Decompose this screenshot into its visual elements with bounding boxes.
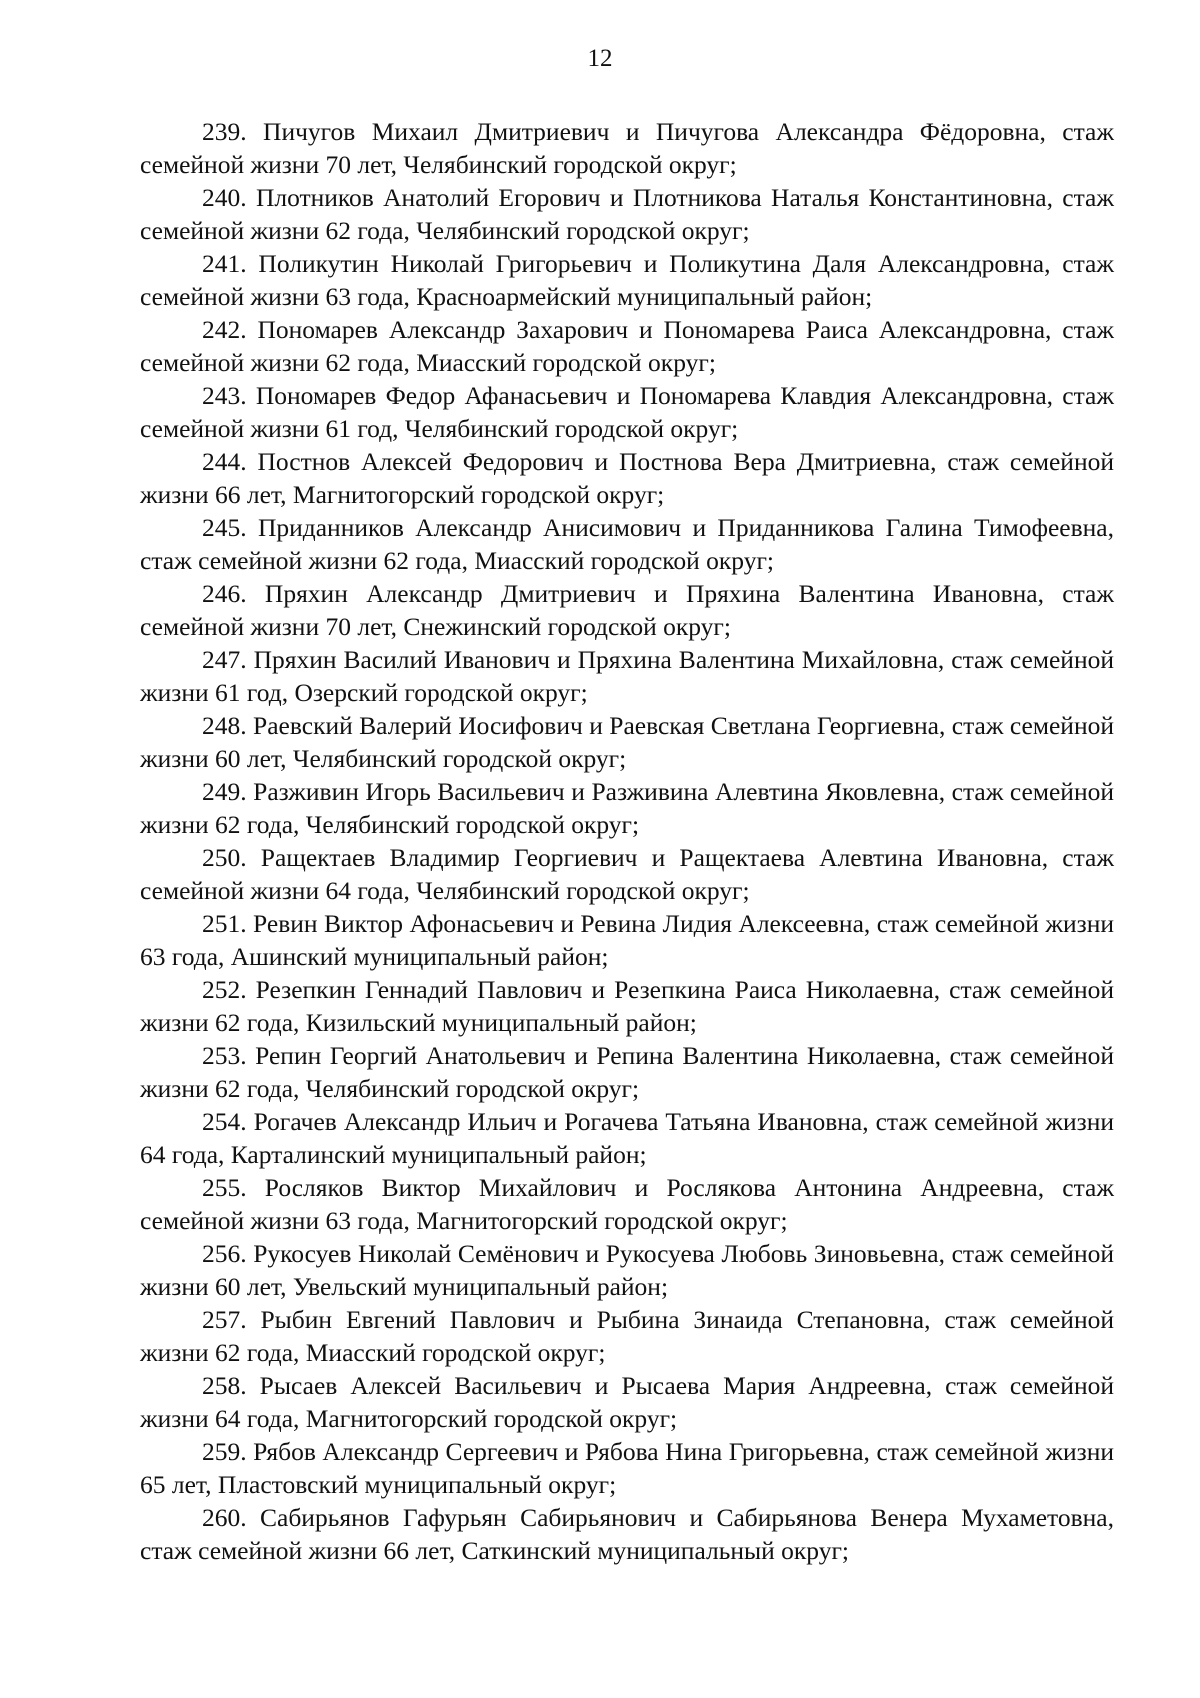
list-item: 253. Репин Георгий Анатольевич и Репина Валентина Николаевна, стаж семейной жизни 62 года, Челябинский городской округ; [140,1041,1114,1103]
list-item: 244. Постнов Алексей Федорович и Постнова Вера Дмитриевна, стаж семейной жизни 66 лет, Магнитогорский городской округ; [140,447,1114,509]
list-item: 257. Рыбин Евгений Павлович и Рыбина Зинаида Степановна, стаж семейной жизни 62 года, Миасский городской округ; [140,1305,1114,1367]
list-item: 240. Плотников Анатолий Егорович и Плотникова Наталья Константиновна, стаж семейной жизни 62 года, Челябинский городской округ; [140,183,1114,245]
list-item: 243. Пономарев Федор Афанасьевич и Пономарева Клавдия Александровна, стаж семейной жизни 61 год, Челябинский городской округ; [140,381,1114,443]
list-item: 247. Пряхин Василий Иванович и Пряхина Валентина Михайловна, стаж семейной жизни 61 год, Озерский городской округ; [140,645,1114,707]
list-item: 256. Рукосуев Николай Семёнович и Рукосуева Любовь Зиновьевна, стаж семейной жизни 60 лет, Увельский муниципальный район; [140,1239,1114,1301]
page-number: 12 [587,45,613,72]
list-item: 242. Пономарев Александр Захарович и Пономарева Раиса Александровна, стаж семейной жизни 62 года, Миасский городской округ; [140,315,1114,377]
entries-list [140,115,1114,1567]
list-item: 248. Раевский Валерий Иосифович и Раевская Светлана Георгиевна, стаж семейной жизни 60 лет, Челябинский городской округ; [140,711,1114,773]
list-item: 258. Рысаев Алексей Васильевич и Рысаева Мария Андреевна, стаж семейной жизни 64 года, Магнитогорский городской округ; [140,1371,1114,1433]
list-item: 255. Росляков Виктор Михайлович и Рослякова Антонина Андреевна, стаж семейной жизни 63 года, Магнитогорский городской округ; [140,1173,1114,1235]
list-item: 259. Рябов Александр Сергеевич и Рябова Нина Григорьевна, стаж семейной жизни 65 лет, Пластовский муниципальный округ; [140,1437,1114,1499]
list-item: 249. Разживин Игорь Васильевич и Разживина Алевтина Яковлевна, стаж семейной жизни 62 года, Челябинский городской округ; [140,777,1114,839]
list-item: 252. Резепкин Геннадий Павлович и Резепкина Раиса Николаевна, стаж семейной жизни 62 года, Кизильский муниципальный район; [140,975,1114,1037]
list-item: 241. Поликутин Николай Григорьевич и Поликутина Даля Александровна, стаж семейной жизни 63 года, Красноармейский муниципальный район; [140,249,1114,311]
list-item: 239. Пичугов Михаил Дмитриевич и Пичугова Александра Фёдоровна, стаж семейной жизни 70 лет, Челябинский городской округ; [140,117,1114,179]
list-item: 246. Пряхин Александр Дмитриевич и Пряхина Валентина Ивановна, стаж семейной жизни 70 лет, Снежинский городской округ; [140,579,1114,641]
list-item: 254. Рогачев Александр Ильич и Рогачева Татьяна Ивановна, стаж семейной жизни 64 года, Карталинский муниципальный район; [140,1107,1114,1169]
list-item: 260. Сабирьянов Гафурьян Сабирьянович и Сабирьянова Венера Мухаметовна, стаж семейной жизни 66 лет, Саткинский муниципальный округ; [140,1503,1114,1565]
list-item: 250. Ращектаев Владимир Георгиевич и Ращектаева Алевтина Ивановна, стаж семейной жизни 64 года, Челябинский городской округ; [140,843,1114,905]
list-item: 251. Ревин Виктор Афонасьевич и Ревина Лидия Алексеевна, стаж семейной жизни 63 года, Ашинский муниципальный район; [140,909,1114,971]
list-item: 245. Приданников Александр Анисимович и Приданникова Галина Тимофеевна, стаж семейной жизни 62 года, Миасский городской округ; [140,513,1114,575]
